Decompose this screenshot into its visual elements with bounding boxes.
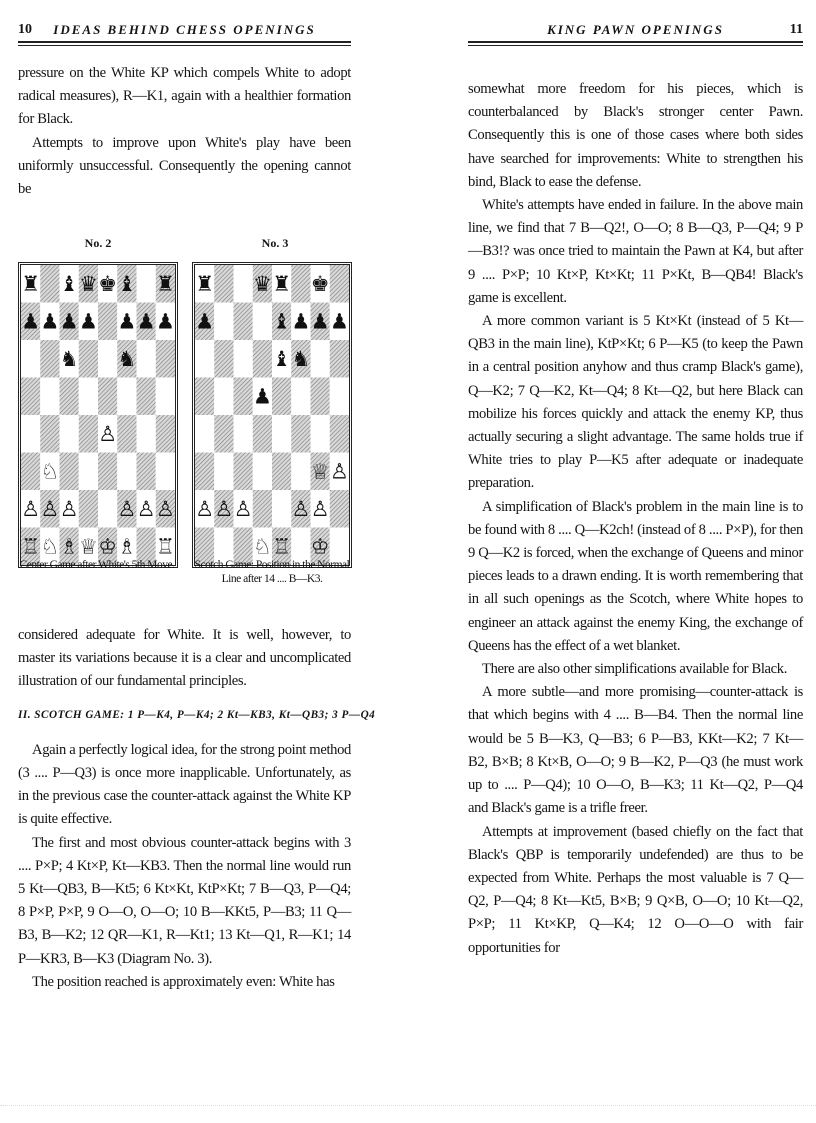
chess-diagram-2 — [18, 262, 178, 568]
right-paragraph-1: somewhat more freedom for his pieces, which is counterbalanced by Black's stronger center Pawn. Consequently this is one of those cases where both sides have searched for improvements: White to strengthen his bind, Black to ease the defense. — [468, 81, 803, 190]
white-rook-icon: ♖ — [21, 534, 41, 559]
light-square — [156, 378, 175, 416]
white-king-icon: ♔ — [310, 534, 330, 559]
diagram-3-caption: Scotch Game: Position in the Normal Line after 14 .... B—K3. — [194, 559, 350, 585]
diagram-3-board-svg — [195, 265, 349, 565]
left-paragraph-3: considered adequate for White. It is well, however, to master its variations because it is a clear and uncomplicated illustration of our fundamental principles. — [18, 627, 351, 690]
diagram-3-label: No. 3 — [261, 236, 289, 250]
right-page — [468, 0, 803, 1100]
right-paragraph-4: A simplification of Black's problem in the main line is to be found with 8 .... Q—K2ch! (instead of 8 .... P×P), for then 9 Q—K2 is forced, when the exchange of Queens and minor pieces leads to a drawn ending. It is worth remembering that in all such openings as the Scotch, where White hopes to engineer an attack against the enemy King, the exchange of Queens has the effect of a wet blanket. — [468, 498, 803, 654]
dark-square — [272, 453, 291, 491]
white-bishop-icon: ♗ — [117, 534, 137, 559]
light-square — [234, 415, 253, 453]
light-square — [21, 340, 40, 378]
dark-square — [98, 303, 117, 341]
black-pawn-icon: ♟ — [59, 309, 79, 334]
left-running-header — [18, 20, 351, 40]
right-header-rule — [468, 41, 803, 43]
right-running-header — [468, 20, 803, 40]
right-running-head: KING PAWN OPENINGS — [547, 22, 724, 37]
black-bishop-icon: ♝ — [272, 309, 292, 334]
dark-square — [234, 453, 253, 491]
chess-diagram-3 — [192, 262, 352, 568]
right-page-number: 11 — [789, 22, 803, 37]
white-bishop-icon: ♗ — [59, 534, 79, 559]
white-pawn-icon: ♙ — [117, 496, 137, 521]
dark-square — [79, 340, 98, 378]
dark-square — [214, 265, 233, 303]
black-pawn-icon: ♟ — [136, 309, 156, 334]
light-square — [79, 453, 98, 491]
white-queen-icon: ♕ — [78, 534, 98, 559]
light-square — [253, 453, 272, 491]
black-pawn-icon: ♟ — [252, 384, 272, 409]
dark-square — [60, 453, 79, 491]
dark-square — [79, 490, 98, 528]
dark-square — [21, 453, 40, 491]
white-knight-icon: ♘ — [252, 534, 272, 559]
dark-square — [195, 453, 214, 491]
black-pawn-icon: ♟ — [78, 309, 98, 334]
white-king-icon: ♔ — [98, 534, 118, 559]
left-paragraph-6: The position reached is approximately even: White has — [32, 973, 335, 990]
white-pawn-icon: ♙ — [310, 496, 330, 521]
dark-square — [195, 378, 214, 416]
dark-square — [156, 340, 175, 378]
light-square — [195, 415, 214, 453]
white-pawn-icon: ♙ — [329, 459, 349, 484]
light-square — [40, 378, 59, 416]
black-knight-icon: ♞ — [291, 346, 311, 371]
left-page — [18, 0, 376, 1100]
left-paragraph-2: Attempts to improve upon White's play have been uniformly unsuccessful. Consequently the opening cannot be — [18, 134, 351, 198]
left-paragraph-1: pressure on the White KP which compels White to adopt radical measures), R—K1, again with a healthier formation for Black. — [18, 65, 351, 128]
black-pawn-icon: ♟ — [21, 309, 41, 334]
light-square — [79, 378, 98, 416]
dark-square — [98, 378, 117, 416]
white-rook-icon: ♖ — [155, 534, 175, 559]
right-text — [468, 78, 803, 960]
white-rook-icon: ♖ — [272, 534, 292, 559]
white-pawn-icon: ♙ — [155, 496, 175, 521]
light-square — [234, 340, 253, 378]
left-running-head: IDEAS BEHIND CHESS OPENINGS — [53, 22, 316, 37]
black-rook-icon: ♜ — [21, 271, 41, 296]
light-square — [214, 453, 233, 491]
left-text-top — [18, 62, 351, 201]
black-bishop-icon: ♝ — [117, 271, 137, 296]
dark-square — [330, 490, 349, 528]
light-square — [137, 265, 156, 303]
left-paragraph-4: Again a perfectly logical idea, for the strong point method (3 .... P—Q3) is once more inapplicable. Unfortunately, as in the previous case the counter-attack against the White KP is quite effective. — [18, 741, 351, 828]
black-bishop-icon: ♝ — [272, 346, 292, 371]
light-square — [214, 303, 233, 341]
light-square — [330, 378, 349, 416]
dark-square — [21, 378, 40, 416]
dark-square — [330, 415, 349, 453]
dark-square — [40, 340, 59, 378]
dark-square — [253, 415, 272, 453]
dark-square — [253, 490, 272, 528]
white-pawn-icon: ♙ — [195, 496, 215, 521]
left-header-rule — [18, 41, 351, 43]
dark-square — [137, 453, 156, 491]
dark-square — [253, 340, 272, 378]
light-square — [156, 453, 175, 491]
dark-square — [234, 378, 253, 416]
dark-square — [156, 415, 175, 453]
dark-square — [60, 378, 79, 416]
black-bishop-icon: ♝ — [59, 271, 79, 296]
dark-square — [330, 265, 349, 303]
black-pawn-icon: ♟ — [310, 309, 330, 334]
dark-square — [214, 415, 233, 453]
dark-square — [330, 340, 349, 378]
black-knight-icon: ♞ — [59, 346, 79, 371]
light-square — [21, 415, 40, 453]
dark-square — [234, 303, 253, 341]
light-square — [137, 340, 156, 378]
dark-square — [291, 415, 310, 453]
light-square — [117, 378, 136, 416]
dark-square — [117, 415, 136, 453]
black-rook-icon: ♜ — [155, 271, 175, 296]
right-paragraph-2: White's attempts have ended in failure. In the above main line, we find that 7 B—Q2!, O—O; 8 B—Q3, P—Q4; 9 P—B3!? was once tried to maintain the Pawn at K4, but after 9 .... P×P; 10 Kt×P, Kt×Kt; 11 P×Kt, B—QB4! Black's game is excellent. — [468, 197, 803, 306]
white-pawn-icon: ♙ — [40, 496, 60, 521]
dark-square — [98, 453, 117, 491]
light-square — [311, 340, 330, 378]
black-pawn-icon: ♟ — [291, 309, 311, 334]
diagram-2-label: No. 2 — [84, 236, 112, 250]
white-pawn-icon: ♙ — [136, 496, 156, 521]
white-queen-icon: ♕ — [310, 459, 330, 484]
light-square — [98, 340, 117, 378]
right-paragraph-3: A more common variant is 5 Kt×Kt (instead of 5 Kt—QB3 in the main line), KtP×Kt; 6 P—K5 (to keep the Pawn in a central position anyhow and thus cramp Black's game), Q—K2; 7 Q—K2, Kt—Q4; 8 Kt—Q2, but here Black can mobilize his forces quickly and attack the enemy KP, thus actually securing a slight advantage. The same holds true if White tries to play P—K5 after adequate or inadequate preparation. — [468, 313, 803, 492]
black-pawn-icon: ♟ — [40, 309, 60, 334]
light-square — [234, 265, 253, 303]
black-king-icon: ♚ — [310, 271, 330, 296]
dark-square — [311, 378, 330, 416]
black-rook-icon: ♜ — [272, 271, 292, 296]
left-page-number: 10 — [18, 22, 32, 37]
black-pawn-icon: ♟ — [155, 309, 175, 334]
dark-square — [79, 415, 98, 453]
left-paragraph-5: The first and most obvious counter-attack begins with 3 .... P×P; 4 Kt×P, Kt—KB3. Then the normal line would run 5 Kt—QB3, B—Kt5; 6 Kt×Kt, KtP×Kt; 7 B—Q3, P—Q4; 8 P×P, P×P, 9 O—O, O—O; 10 B—KKt5, P—B3; 11 Q—B3, B—K2; 12 QR—K1, R—Kt1; 13 Kt—Q1, R—K1; 14 P—KR3, B—K3 (Diagram No. 3). — [18, 834, 351, 967]
dark-square — [40, 415, 59, 453]
light-square — [137, 415, 156, 453]
white-pawn-icon: ♙ — [233, 496, 253, 521]
black-pawn-icon: ♟ — [195, 309, 215, 334]
light-square — [60, 415, 79, 453]
right-paragraph-6: A more subtle—and more promising—counter-attack is that which begins with 4 .... B—B4. Then the normal line would be 5 B—K3, Q—B3; 6 P—B3, KKt—K2; 7 Kt—B2, B×B; 8 Kt×B, O—O; 9 B—K2, P—Q3 (he must work up to .... P—Q4); 10 O—O, B—K3; 11 Kt—Q2, P—Q4 and Black's game is a trifle freer. — [468, 684, 803, 817]
light-square — [253, 303, 272, 341]
light-square — [117, 453, 136, 491]
black-pawn-icon: ♟ — [117, 309, 137, 334]
light-square — [272, 490, 291, 528]
right-paragraph-7: Attempts at improvement (based chiefly on the fact that Black's QBP is temporarily undefended) are thus to be expected from White. Perhaps the most valuable is 7 Q—Q2, P—Q4; 8 Kt—Kt5, B×B; 9 Q×B, O—O; 10 Kt—Q2, P×P; 11 Kt×KP, Q—K4; 12 O—O—O with fair opportunities for — [468, 823, 803, 956]
dark-square — [40, 265, 59, 303]
dark-square — [137, 378, 156, 416]
light-square — [291, 453, 310, 491]
white-knight-icon: ♘ — [40, 459, 60, 484]
scan-footer-line — [0, 1105, 816, 1106]
black-king-icon: ♚ — [98, 271, 118, 296]
section-heading: II. SCOTCH GAME: 1 P—K4, P—K4; 2 Kt—KB3, Kt—QB3; 3 P—Q4 — [18, 708, 376, 721]
dark-square — [272, 378, 291, 416]
black-queen-icon: ♛ — [252, 271, 272, 296]
dark-square — [214, 340, 233, 378]
white-pawn-icon: ♙ — [291, 496, 311, 521]
light-square — [195, 340, 214, 378]
light-square — [311, 415, 330, 453]
light-square — [214, 378, 233, 416]
white-pawn-icon: ♙ — [214, 496, 234, 521]
black-rook-icon: ♜ — [195, 271, 215, 296]
black-queen-icon: ♛ — [78, 271, 98, 296]
white-pawn-icon: ♙ — [98, 421, 118, 446]
black-knight-icon: ♞ — [117, 346, 137, 371]
right-header-rule-thin — [468, 45, 803, 46]
left-header-rule-thin — [18, 45, 351, 46]
white-knight-icon: ♘ — [40, 534, 60, 559]
white-pawn-icon: ♙ — [21, 496, 41, 521]
diagram-2-caption: Center Game after White's 5th Move. — [19, 559, 175, 571]
light-square — [272, 415, 291, 453]
white-pawn-icon: ♙ — [59, 496, 79, 521]
left-text-bottom — [18, 624, 376, 994]
right-paragraph-5: There are also other simplifications available for Black. — [482, 661, 788, 678]
diagram-2-board-svg — [21, 265, 175, 565]
light-square — [291, 378, 310, 416]
dark-square — [291, 265, 310, 303]
black-pawn-icon: ♟ — [329, 309, 349, 334]
light-square — [98, 490, 117, 528]
